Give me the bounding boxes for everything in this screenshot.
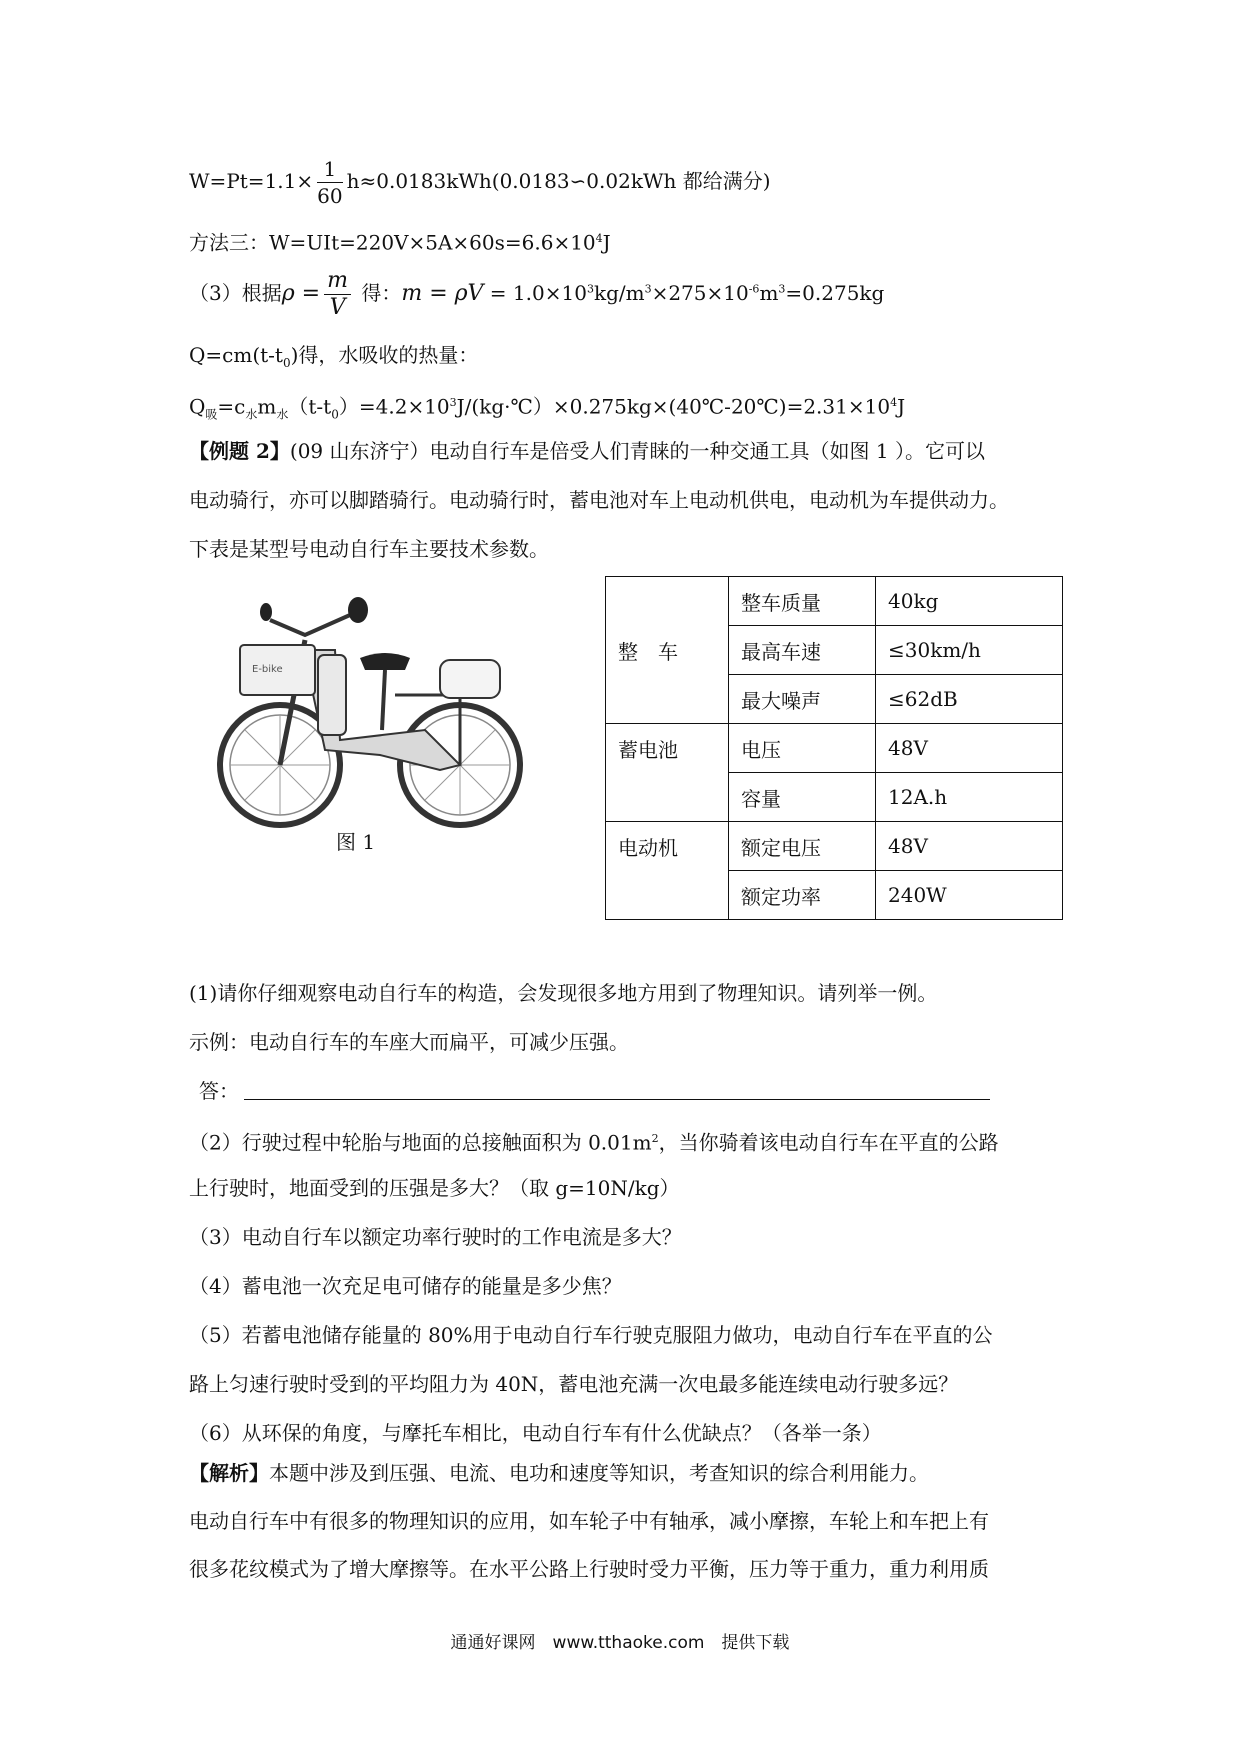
question-2-line-1: （2）行驶过程中轮胎与地面的总接触面积为 $0.01m^2$，当你骑着该电动自行车在平直的公路	[189, 1130, 999, 1155]
analysis-line-3: 很多花纹模式为了增大摩擦等。在水平公路上行驶时受力平衡，压力等于重力，重力利用质	[189, 1557, 989, 1581]
example-2-line-1: 【例题 2】(09 山东济宁）电动自行车是倍受人们青睐的一种交通工具（如图 1 ）。它可以	[189, 439, 985, 463]
svg-text:E-bike: E-bike	[252, 664, 283, 675]
analysis-line-1: 【解析】本题中涉及到压强、电流、电功和速度等知识，考查知识的综合利用能力。	[189, 1461, 929, 1485]
group-battery: 蓄电池	[606, 724, 729, 822]
formula-line-w-pt: W=Pt=1.1× $\frac{1}{60}$ h≈0.0183kWh(0.0183∽0.02kWh 都给满分)	[189, 157, 771, 208]
fraction-1-60: $\frac{1}{60}$	[317, 157, 343, 208]
question-6: （6）从环保的角度，与摩托车相比，电动自行车有什么优缺点？（各举一条）	[189, 1421, 882, 1445]
spec-key: 电压	[729, 724, 876, 773]
rear-box	[440, 660, 500, 698]
bike-seat	[360, 653, 410, 670]
answer-blank-line[interactable]	[244, 1099, 990, 1100]
spec-value: ≤30km/h	[876, 626, 1063, 675]
question-5-line-1: （5）若蓄电池储存能量的 80%用于电动自行车行驶克服阻力做功，电动自行车在平直的公	[189, 1323, 993, 1347]
footer-credit: 通通好课网 www.tthaoke.com 提供下载	[450, 1633, 790, 1653]
figure-caption: 图 1	[336, 830, 376, 854]
spec-key: 额定电压	[729, 822, 876, 871]
question-2-line-2: 上行驶时，地面受到的压强是多大？（取 g=10N/kg）	[189, 1176, 680, 1200]
spec-value: ≤62dB	[876, 675, 1063, 724]
example-tag: 【例题 2】	[189, 439, 290, 463]
spec-value: 48V	[876, 822, 1063, 871]
heat-absorbed-line: $Q_吸=c_水m_水(t-t_0)=4.2\times 10^3J/(kg\cdot℃)\times 0.275kg\times(40℃-20℃)=2.31\times 10^4J$	[189, 394, 906, 422]
question-5-line-2: 路上匀速行驶时受到的平均阻力为 40N，蓄电池充满一次电最多能连续电动行驶多远？	[189, 1372, 959, 1396]
group-motor: 电动机	[606, 822, 729, 920]
fraction-m-over-v: $\frac{m}{V}$	[324, 268, 351, 321]
analysis-tag: 【解析】	[189, 1461, 269, 1485]
example-2-line-3: 下表是某型号电动自行车主要技术参数。	[189, 537, 549, 561]
spec-key: 容量	[729, 773, 876, 822]
spec-value: 48V	[876, 724, 1063, 773]
method-three-line: 方法三：$W=UIt=220V\times 5A\times 60s=6.6\times 10^4J$	[189, 230, 611, 255]
analysis-line-2: 电动自行车中有很多的物理知识的应用，如车轮子中有轴承，减小摩擦，车轮上和车把上有	[189, 1509, 989, 1533]
example-2-line-2: 电动骑行，亦可以脚踏骑行。电动骑行时，蓄电池对车上电动机供电，电动机为车提供动力。	[189, 488, 1009, 512]
spec-table	[605, 576, 1063, 920]
heat-formula-line: $Q=cm(t-t_0)$得，水吸收的热量：	[189, 343, 479, 370]
spec-key: 最大噪声	[729, 675, 876, 724]
answer-label: 答：	[199, 1079, 239, 1103]
spec-key: 最高车速	[729, 626, 876, 675]
spec-key: 整车质量	[729, 577, 876, 626]
question-3: （3）电动自行车以额定功率行驶时的工作电流是多大？	[189, 1225, 682, 1249]
sample-answer: 示例：电动自行车的车座大而扁平，可减少压强。	[189, 1030, 629, 1054]
electric-bicycle-image	[210, 580, 550, 830]
spec-value: 12A.h	[876, 773, 1063, 822]
spec-value: 240W	[876, 871, 1063, 920]
density-line: （3）根据ρ = $\frac{m}{V}$ 得：$m = \rho V = 1.0\times 10^3kg/m^3\times 275\times 10^{-6}m^3=0.275kg$	[189, 268, 885, 320]
spec-value: 40kg	[876, 577, 1063, 626]
question-4: （4）蓄电池一次充足电可储存的能量是多少焦？	[189, 1274, 622, 1298]
question-1: (1)请你仔细观察电动自行车的构造，会发现很多地方用到了物理知识。请列举一例。	[189, 981, 938, 1005]
group-whole-bike: 整 车	[606, 577, 729, 724]
spec-key: 额定功率	[729, 871, 876, 920]
